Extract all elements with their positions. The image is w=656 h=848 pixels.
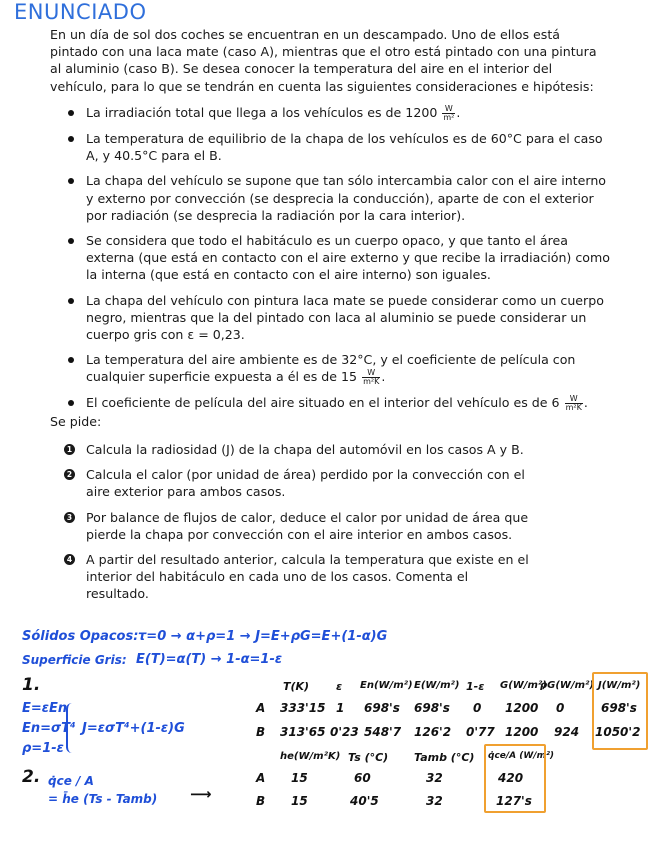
solidos-equation: τ=0 → α+ρ=1 → J=E+ρG=E+(1-α)G: [138, 629, 388, 644]
row-case-label: A: [256, 771, 266, 785]
table-cell: 698's: [364, 701, 400, 715]
table-cell: 40'5: [350, 794, 379, 808]
row-case-label: A: [256, 701, 266, 715]
answer-box-j: [592, 672, 648, 750]
list-item: La chapa del vehículo se supone que tan sólo intercambia calor con el aire interno y externo por convección (se desprecia la conducción), aparte de con el exterior por radiación (se desprecia la radiación por la cara interior).: [62, 172, 612, 224]
table-cell: 1: [336, 701, 345, 715]
number-badge: 3: [64, 512, 75, 523]
list-item: 3 Por balance de flujos de calor, deduce el calor por unidad de área que pierde la chapa por convección con el aire interior en ambos casos.: [64, 509, 534, 543]
table-cell: 32: [426, 794, 443, 808]
equation-q-lhs: q̇ce / A: [48, 774, 94, 788]
number-badge: 1: [64, 444, 75, 455]
list-item: 1 Calcula la radiosidad (J) de la chapa del automóvil en los casos A y B.: [64, 441, 534, 458]
table-header: T(K): [283, 680, 310, 693]
table-cell: 924: [554, 725, 580, 739]
table-cell: 126'2: [414, 725, 452, 739]
table-header: En(W/m²): [360, 680, 413, 691]
equation-e: E=εEn: [22, 701, 68, 716]
table-cell: 60: [354, 771, 371, 785]
page-title: ENUNCIADO: [14, 0, 147, 24]
table-cell: 1200: [505, 725, 539, 739]
table-cell: 698's: [601, 701, 637, 715]
unit-fraction: $\frac{W}{\text{m²K}}$: [565, 394, 582, 413]
table-cell: 0: [556, 701, 565, 715]
table-cell: 333'15: [280, 701, 326, 715]
table-header: q̇ce/A (W/m²): [488, 751, 555, 761]
equation-rho: ρ=1-ε: [22, 741, 64, 756]
table-cell: 548'7: [364, 725, 402, 739]
table-cell: 15: [291, 794, 308, 808]
table-cell: 0'23: [330, 725, 359, 739]
table-cell: 0: [473, 701, 482, 715]
superficie-label: Superficie Gris:: [22, 653, 127, 667]
table-cell: 1050'2: [595, 725, 641, 739]
table-cell: 0'77: [466, 725, 495, 739]
table-header: Tamb (°C): [414, 751, 475, 764]
part-2-label: 2.: [22, 767, 41, 787]
table-cell: 15: [291, 771, 308, 785]
section-label: Se pide:: [50, 414, 102, 429]
table-header: ε: [336, 680, 343, 693]
list-item: La temperatura del aire ambiente es de 32°C, y el coeficiente de película con cualquier superficie expuesta a él es de 15 $\frac{W}{\text{m²K}}$ .: [62, 351, 612, 386]
list-item: 2 Calcula el calor (por unidad de área) perdido por la convección con el aire exterior para ambos casos.: [64, 466, 534, 500]
list-item: La temperatura de equilibrio de la chapa de los vehículos es de 60°C para el caso A, y 40.5°C para el B.: [62, 130, 612, 164]
questions-list: [64, 441, 534, 611]
hypotheses-list: [62, 104, 612, 420]
table-cell: 127's: [496, 794, 532, 808]
equation-q-rhs: = h̄e (Ts - Tamb): [48, 792, 158, 806]
row-case-label: B: [256, 794, 266, 808]
arrow-icon: ⟶: [190, 785, 212, 803]
row-case-label: B: [256, 725, 266, 739]
table-cell: 32: [426, 771, 443, 785]
intro-paragraph: En un día de sol dos coches se encuentran en un descampado. Uno de ellos está pintado con una laca mate (caso A), mientras que el otro está pintado con una pintura al aluminio (caso B). Se desea conocer la temperatura del aire en el interior del vehículo, para lo que se tendrán en cuenta las siguientes consideraciones e hipótesis:: [50, 27, 597, 94]
table-header: ρG(W/m²): [540, 680, 594, 691]
part-1-label: 1.: [22, 675, 41, 695]
solidos-label: Sólidos Opacos:: [22, 629, 139, 644]
table-cell: 698's: [414, 701, 450, 715]
table-cell: 313'65: [280, 725, 326, 739]
table-cell: 420: [498, 771, 524, 785]
list-item: Se considera que todo el habitáculo es un cuerpo opaco, y que tanto el área externa (que está en contacto con el aire externo y que recibe la irradiación) como la interna (que está en contacto con el aire interno) son iguales.: [62, 232, 612, 284]
number-badge: 2: [64, 469, 75, 480]
list-item: 4 A partir del resultado anterior, calcula la temperatura que existe en el interior del habitáculo en cada uno de los casos. Comenta el resultado.: [64, 551, 534, 603]
superficie-equation: E(T)=α(T) → 1-α=1-ε: [136, 652, 283, 667]
unit-fraction: $\frac{W}{\text{m²K}}$: [363, 368, 380, 387]
table-header: J(W/m²): [598, 680, 641, 691]
table-header: Ts (°C): [348, 751, 389, 764]
table-header: G(W/m²): [500, 680, 547, 691]
equation-j: J=εσT⁴+(1-ε)G: [82, 721, 185, 736]
table-header: he(W/m²K): [280, 751, 341, 762]
unit-fraction: $\frac{W}{\text{m²}}$: [443, 104, 455, 122]
list-item: El coeficiente de película del aire situado en el interior del vehículo es de 6 $\frac{W}{\text{m²K}}$ .: [62, 394, 612, 412]
table-header: E(W/m²): [414, 680, 460, 691]
equation-en: En=σT⁴: [22, 721, 76, 736]
table-header: 1-ε: [466, 680, 485, 693]
list-item: La chapa del vehículo con pintura laca mate se puede considerar como un cuerpo negro, mientras que la del pintado con laca al aluminio se puede considerar un cuerpo gris con ε = 0,23.: [62, 292, 612, 344]
number-badge: 4: [64, 554, 75, 565]
list-item: La irradiación total que llega a los vehículos es de 1200 $\frac{W}{\text{m²}}$ .: [62, 104, 612, 122]
brace: [66, 703, 76, 753]
answer-box-q: [484, 744, 546, 813]
table-cell: 1200: [505, 701, 539, 715]
